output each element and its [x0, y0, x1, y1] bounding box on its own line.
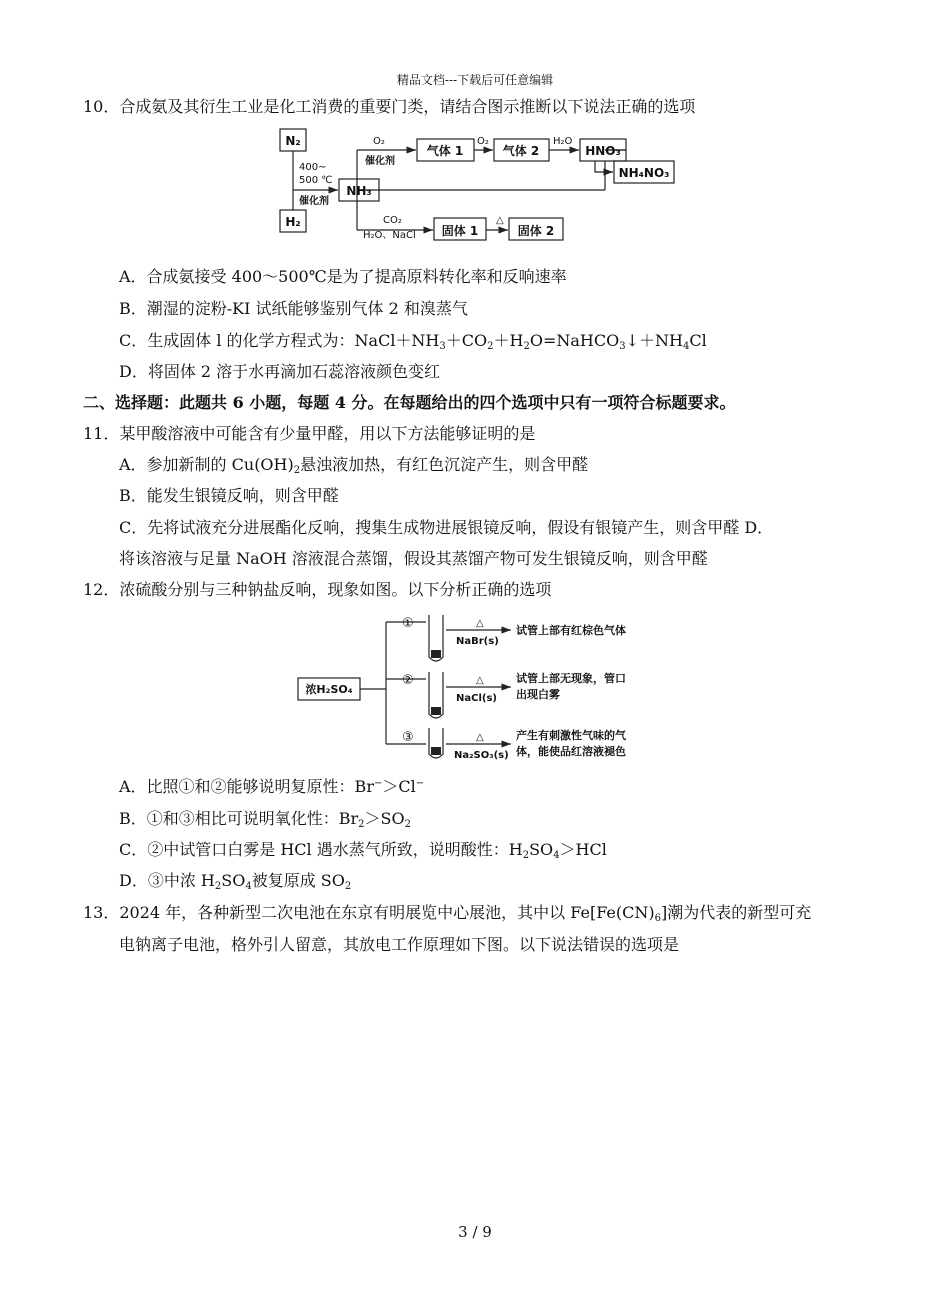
q10-option-a: A．合成氨接受 400～500℃是为了提高原料转化率和反响速率 — [119, 267, 567, 286]
q10-option-d: D．将固体 2 溶于水再滴加石蕊溶液颜色变红 — [119, 362, 441, 381]
tube-1-number: ① — [402, 616, 414, 631]
sulfuric-acid-diagram — [296, 612, 668, 764]
result-2a: 试管上部无现象，管口 — [516, 672, 626, 685]
q11-option-c: C．先将试液充分进展酯化反响，搜集生成物进展银镜反响，假设有银镜产生，则含甲醛 D． — [119, 518, 774, 537]
acid-label: 浓H₂SO₄ — [305, 683, 353, 696]
heat-label-1: △ — [476, 618, 484, 629]
q10-option-b: B．潮湿的淀粉-KI 试纸能够鉴别气体 2 和溴蒸气 — [119, 299, 468, 318]
tube-2-number: ② — [402, 673, 414, 688]
salt-2-label: NaCl(s) — [456, 693, 497, 704]
q12-option-a: A．比照①和②能够说明复原性：Br−＞Cl− — [119, 777, 425, 796]
section2-heading: 二、选择题：此题共 6 小题，每题 4 分。在每题给出的四个选项中只有一项符合标题要求。 — [83, 393, 736, 412]
q13-stem-line1: 13．2024 年，各种新型二次电池在东京有明展览中心展池，其中以 $Fe[Fe(CN)_6]$潮为代表的新型可充 — [83, 903, 812, 924]
result-3a: 产生有刺激性气味的气 — [516, 729, 626, 742]
q10-stem: 10．合成氨及其衍生工业是化工消费的重要门类，请结合图示推断以下说法正确的选项 — [83, 97, 696, 116]
page-header: 精品文档---下载后可任意编辑 — [396, 73, 554, 87]
h2o-nacl-label: H₂O、NaCl — [363, 230, 416, 241]
o2-label-1: O₂ — [373, 136, 385, 147]
result-2b: 出现白雾 — [516, 688, 560, 701]
ammonia-flow-diagram — [277, 124, 677, 242]
heat-label-2: △ — [476, 675, 484, 686]
hno3-label: HNO₃ — [585, 144, 621, 158]
nh3-label: NH₃ — [346, 184, 372, 198]
h2o-label: H₂O — [553, 136, 573, 147]
n2-label: N₂ — [285, 134, 301, 148]
o2-label-2: O₂ — [477, 136, 489, 147]
result-3b: 体，能使品红溶液褪色 — [516, 745, 626, 758]
q11-option-b: B．能发生银镜反响，则含甲醛 — [119, 486, 339, 505]
q10-option-c: C．生成固体 l 的化学方程式为：$NaCl+NH_3+CO_2+H_2O=NaHCO_3↓+NH_4Cl$ — [119, 331, 707, 352]
temp-label-1: 400~ — [299, 162, 327, 173]
co2-label: CO₂ — [383, 215, 402, 226]
catalyst-label-2: 催化剂 — [365, 156, 395, 167]
q11-option-a: A．参加新制的 $Cu(OH)_2$悬浊液加热，有红色沉淀产生，则含甲醛 — [119, 455, 589, 476]
q11-option-d: 将该溶液与足量 NaOH 溶液混合蒸馏，假设其蒸馏产物可发生银镜反响，则含甲醛 — [119, 549, 708, 568]
salt-3-label: Na₂SO₃(s) — [454, 750, 509, 761]
q12-option-d: D．③中浓 $H_2SO_4$被复原成 $SO_2$ — [119, 871, 352, 892]
solid1-label: 固体 1 — [441, 224, 479, 238]
result-1: 试管上部有红棕色气体 — [516, 624, 626, 637]
tube-3-number: ③ — [402, 730, 414, 745]
solid2-label: 固体 2 — [517, 224, 555, 238]
q13-stem-line2: 电钠离子电池，格外引人留意，其放电工作原理如下图。以下说法错误的选项是 — [119, 935, 680, 954]
heat-label-3: △ — [476, 732, 484, 743]
temp-label-2: 500 ℃ — [299, 175, 333, 186]
q12-option-b: B．①和③相比可说明氧化性：$Br_2>SO_2$ — [119, 809, 412, 830]
gas1-label: 气体 1 — [426, 144, 464, 158]
q12-option-c: C．②中试管口白雾是 HCl 遇水蒸气所致，说明酸性：$H_2SO_4>HCl$ — [119, 840, 607, 861]
gas2-label: 气体 2 — [502, 144, 540, 158]
heat-label: △ — [496, 215, 504, 226]
q12-stem: 12．浓硫酸分别与三种钠盐反响，现象如图。以下分析正确的选项 — [83, 580, 552, 599]
q11-stem: 11．某甲酸溶液中可能含有少量甲醛，用以下方法能够证明的是 — [83, 424, 536, 443]
nh4no3-label: NH₄NO₃ — [618, 166, 670, 180]
salt-1-label: NaBr(s) — [456, 636, 499, 647]
page-number: 3 / 9 — [458, 1223, 492, 1241]
catalyst-label-1: 催化剂 — [299, 196, 329, 207]
h2-label: H₂ — [285, 215, 301, 229]
